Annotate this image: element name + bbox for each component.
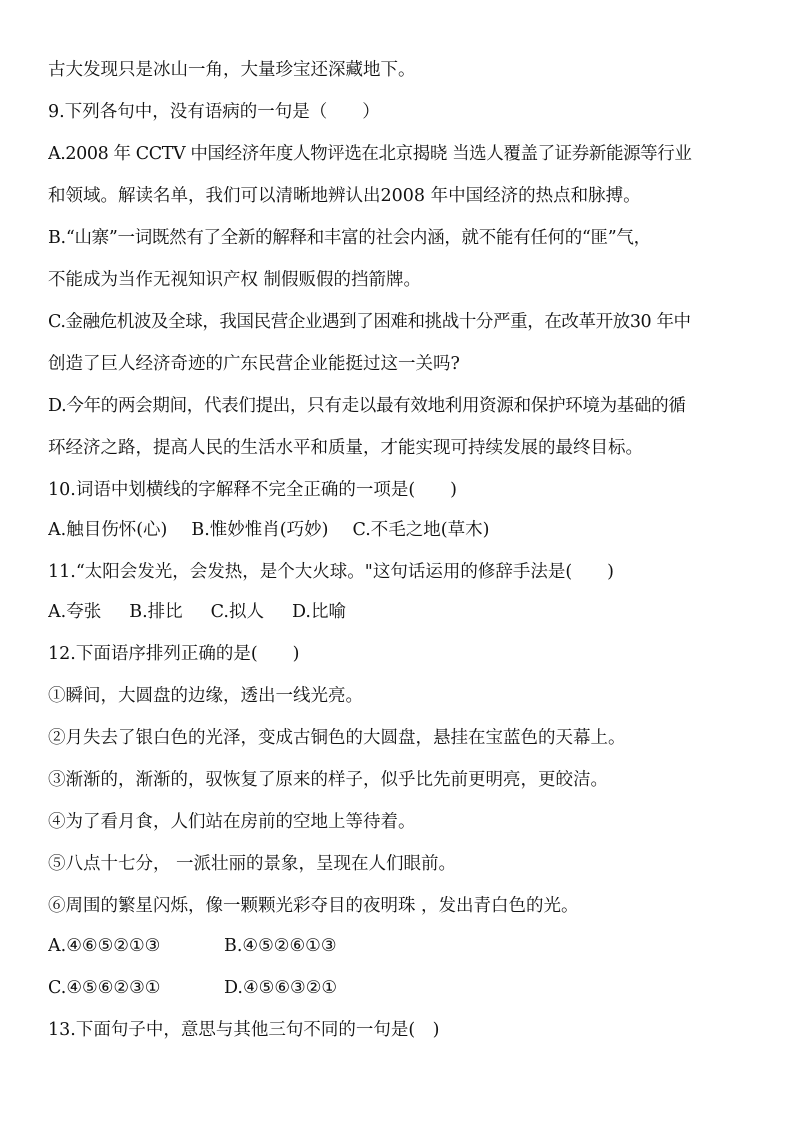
question-9-option-c-cont: 创造了巨人经济奇迹的广东民营企业能挺过这一关吗?: [48, 354, 460, 374]
question-12-item-2: ②月失去了银白色的光泽，变成古铜色的大圆盘，悬挂在宝蓝色的天幕上。: [48, 728, 626, 748]
question-11-option-d: D.比喻: [291, 602, 346, 622]
question-12-option-b: B.④⑤②⑥①③: [224, 936, 337, 956]
question-10-stem: 10.词语中划横线的字解释不完全正确的一项是( ): [48, 480, 457, 500]
question-12-options-row-1: [48, 934, 758, 958]
question-9-option-d: D.今年的两会期间，代表们提出，只有走以最有效地利用资源和保护环境为基础的循: [48, 396, 686, 416]
question-11-option-c: C.拟人: [210, 602, 264, 622]
question-9-option-b: B.“山寨”一词既然有了全新的解释和丰富的社会内涵，就不能有任何的“匪”气，: [48, 228, 651, 248]
question-12-item-6: ⑥周围的繁星闪烁，像一颗颗光彩夺目的夜明珠 ，发出青白色的光。: [48, 896, 579, 916]
question-11-stem: 11.“太阳会发光，会发热，是个大火球。"这句话运用的修辞手法是( ): [48, 562, 614, 582]
question-13-stem: 13.下面句子中，意思与其他三句不同的一句是( ): [48, 1020, 440, 1040]
question-9-option-b-cont: 不能成为当作无视知识产权 制假贩假的挡箭牌。: [48, 270, 422, 290]
question-11-option-a: A.夸张: [48, 602, 102, 622]
question-12-option-a: A.④⑥⑤②①③: [48, 936, 161, 956]
question-9-option-c: C.金融危机波及全球，我国民营企业遇到了困难和挑战十分严重，在改革开放30 年中: [48, 312, 691, 332]
question-12-option-c: C.④⑤⑥②③①: [48, 978, 161, 998]
question-12-item-5: ⑤八点十七分， 一派壮丽的景象，呈现在人们眼前。: [48, 854, 457, 874]
question-12-options-row-2: [48, 976, 758, 1000]
question-12-item-4: ④为了看月食，人们站在房前的空地上等待着。: [48, 812, 416, 832]
question-9-option-a-cont: 和领域。解读名单，我们可以清晰地辨认出2008 年中国经济的热点和脉搏。: [48, 186, 641, 206]
text-line: 古大发现只是冰山一角，大量珍宝还深藏地下。: [48, 60, 416, 80]
question-11-option-b: B.排比: [129, 602, 183, 622]
question-12-item-1: ①瞬间，大圆盘的边缘，透出一线光亮。: [48, 686, 363, 706]
question-11-options: [48, 600, 758, 624]
question-10-option-a: A.触目伤怀(心): [48, 520, 168, 540]
question-12-item-3: ③渐渐的，渐渐的，驭恢复了原来的样子，似乎比先前更明亮，更皎洁。: [48, 770, 608, 790]
question-9-option-a: A.2008 年 CCTV 中国经济年度人物评选在北京揭晓 当选人覆盖了证券新能源等行业: [48, 144, 692, 164]
question-9-stem: 9.下列各句中，没有语病的一句是（ ）: [48, 102, 380, 122]
question-12-stem: 12.下面语序排列正确的是( ): [48, 644, 300, 664]
question-9-option-d-cont: 环经济之路，提高人民的生活水平和质量，才能实现可持续发展的最终目标。: [48, 438, 643, 458]
question-10-option-b: B.惟妙惟肖(巧妙): [191, 520, 329, 540]
question-10-option-c: C.不毛之地(草木): [352, 520, 490, 540]
question-10-options: [48, 518, 758, 542]
question-12-option-d: D.④⑤⑥③②①: [224, 978, 338, 998]
